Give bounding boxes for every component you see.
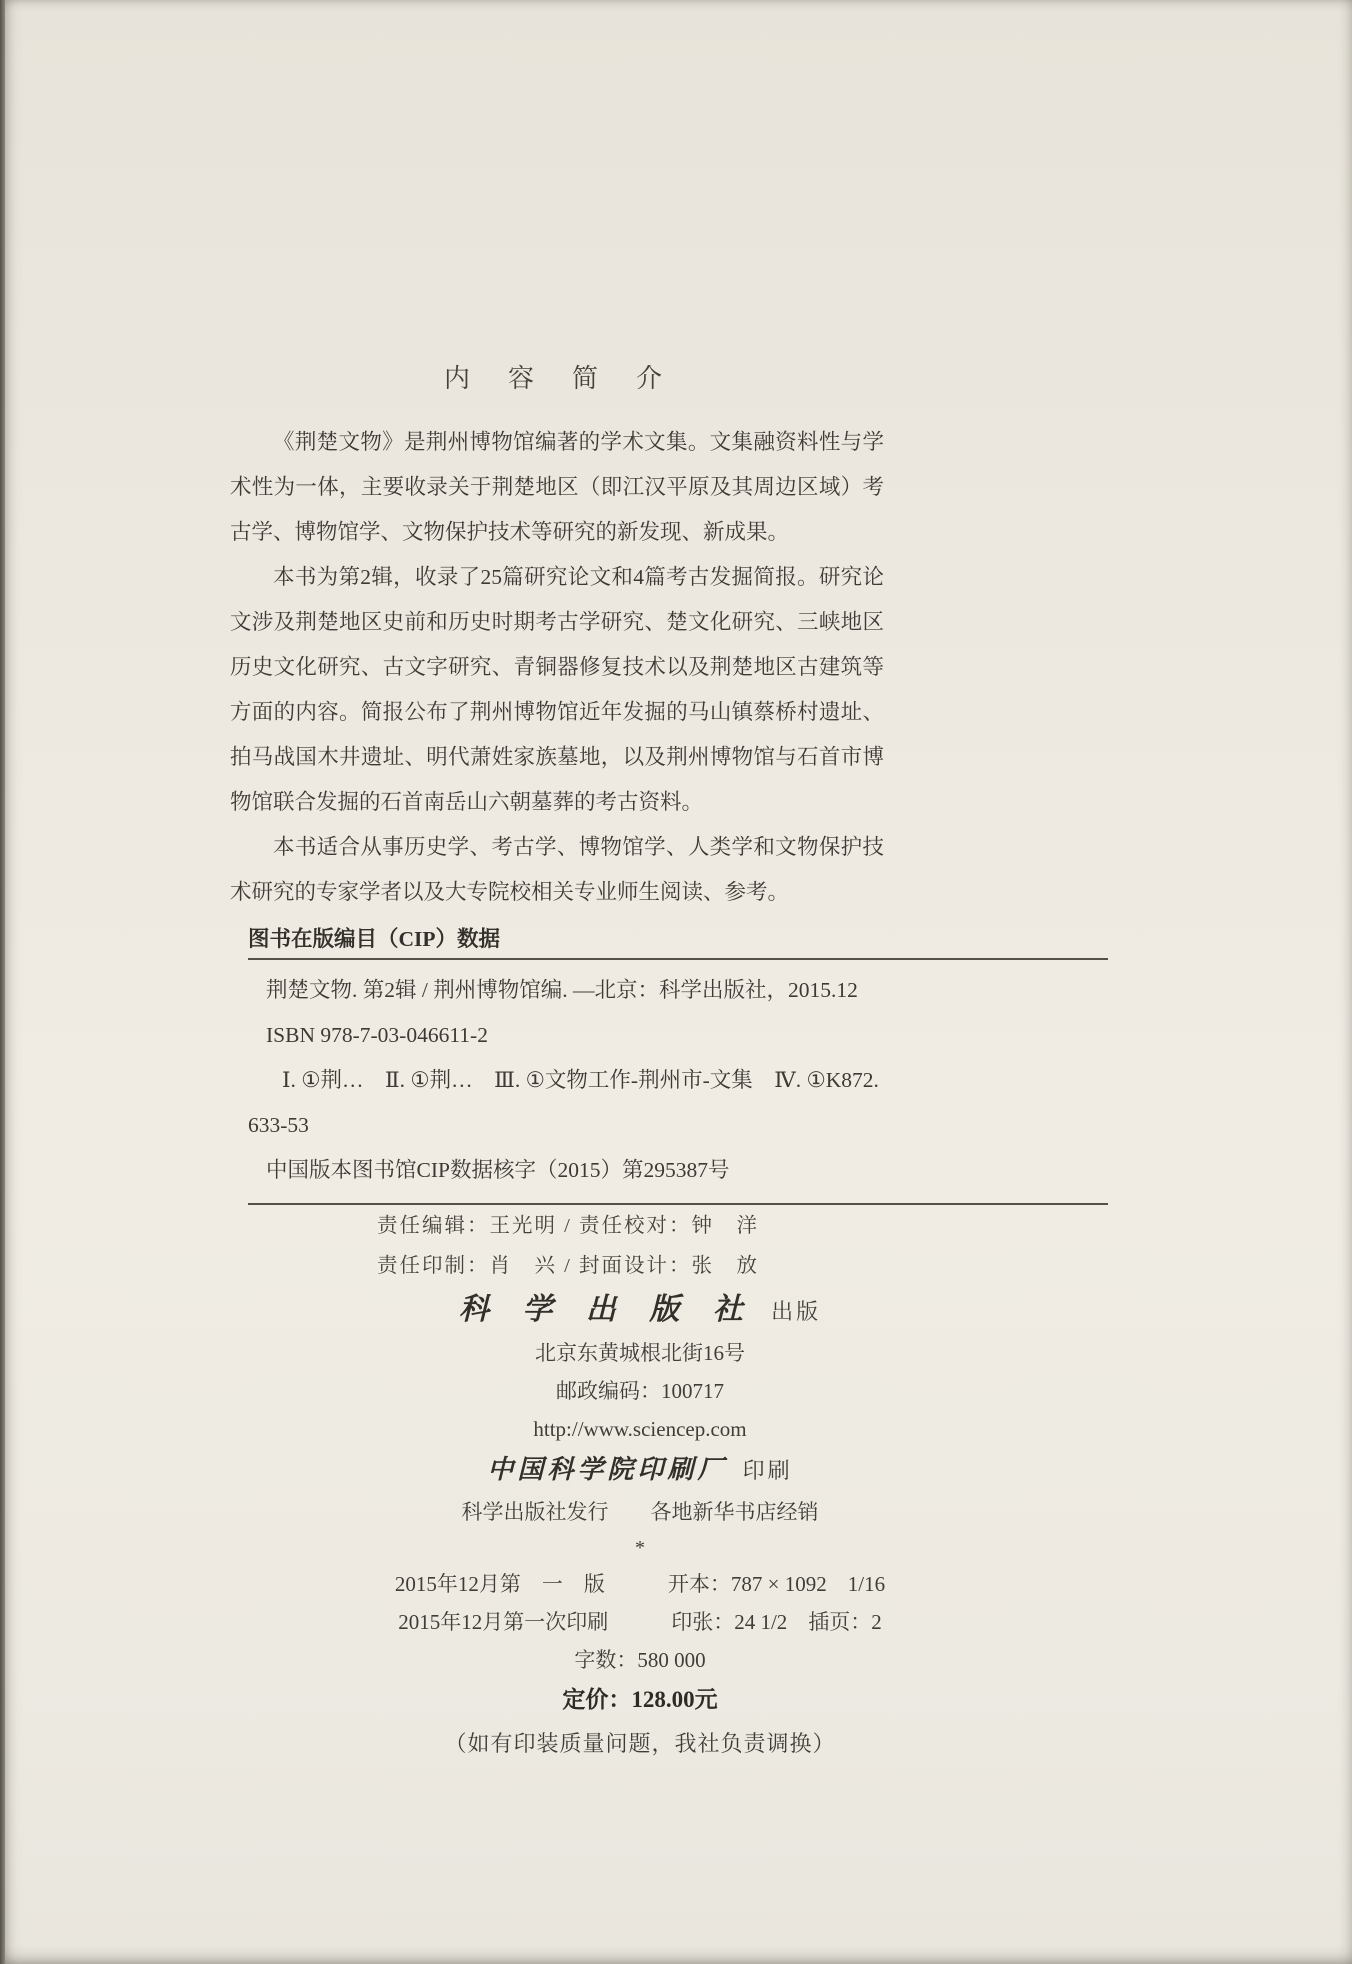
distribution-line: 科学出版社发行 各地新华书店经销 [461,1500,819,1524]
scan-left-edge [0,0,5,1964]
printer-line [230,1448,1050,1493]
intro-paragraph-3: 本书适合从事历史学、考古学、博物馆学、人类学和文物保护技术研究的专家学者以及大专院校相关专业师生阅读、参考。 [230,835,884,904]
page-title: 内 容 简 介 [443,364,668,393]
staff-credits [248,1206,888,1286]
intro-section [230,420,884,915]
staff-line-printing: 责任印制：肖 兴 / 封面设计：张 放 [377,1255,759,1277]
publisher-line [230,1288,1050,1334]
cip-bottom-rule [248,1203,1108,1205]
intro-paragraph-2: 本书为第2辑，收录了25篇研究论文和4篇考古发掘简报。研究论文涉及荆楚地区史前和历史时期考古学研究、楚文化研究、三峡地区历史文化研究、古文字研究、青铜器修复技术以及荆楚地区古建筑等方面的内容。简报公布了荆州博物馆近年发掘的马山镇蔡桥村遗址、拍马战国木井遗址、明代萧姓家族墓地，以及荆州博物馆与石首市博物馆联合发掘的石首南岳山六朝墓葬的考古资料。 [230,565,884,814]
publish-label: 出版 [771,1299,822,1324]
cip-registration-number: 中国版本图书馆CIP数据核字（2015）第295387号 [266,1158,730,1182]
cip-header: 图书在版编目（CIP）数据 [248,927,501,951]
cip-isbn: ISBN 978-7-03-046611-2 [266,1023,488,1047]
cip-title-line: 荆楚文物. 第2辑 / 荆州博物馆编. —北京：科学出版社，2015.12 [266,978,858,1002]
word-count-line: 字数：580 000 [574,1648,706,1672]
print-label: 印刷 [742,1458,793,1483]
staff-line-editor: 责任编辑：王光明 / 责任校对：钟 洋 [377,1215,759,1237]
printer-logotype: 中国科学院印刷厂 [487,1455,728,1484]
divider-star: * [635,1537,645,1559]
colophon-section [230,1288,1050,1767]
edition-line: 2015年12月第 一 版 开本：787 × 1092 1/16 [394,1572,886,1596]
publisher-postcode: 邮政编码：100717 [556,1379,724,1403]
publisher-address: 北京东黄城根北街16号 [535,1341,745,1365]
cip-top-rule [248,958,1108,960]
intro-paragraph-1: 《荆楚文物》是荆州博物馆编著的学术文集。文集融资料性与学术性为一体，主要收录关于荆楚地区（即江汉平原及其周边区域）考古学、博物馆学、文物保护技术等研究的新发现、新成果。 [230,430,884,544]
cip-section [248,924,1108,1213]
price-line: 定价：128.00元 [562,1687,718,1712]
cip-classification: Ⅰ. ①荆… Ⅱ. ①荆… Ⅲ. ①文物工作-荆州市-文集 Ⅳ. ①K872. [282,1068,879,1092]
printing-run-line: 2015年12月第一次印刷 印张：24 1/2 插页：2 [398,1610,882,1634]
cip-classification-continued: 633-53 [248,1113,309,1137]
quality-notice: （如有印装质量问题，我社负责调换） [444,1731,836,1756]
publisher-website: http://www.sciencep.com [533,1417,747,1441]
publisher-logotype: 科 学 出 版 社 [458,1293,756,1326]
